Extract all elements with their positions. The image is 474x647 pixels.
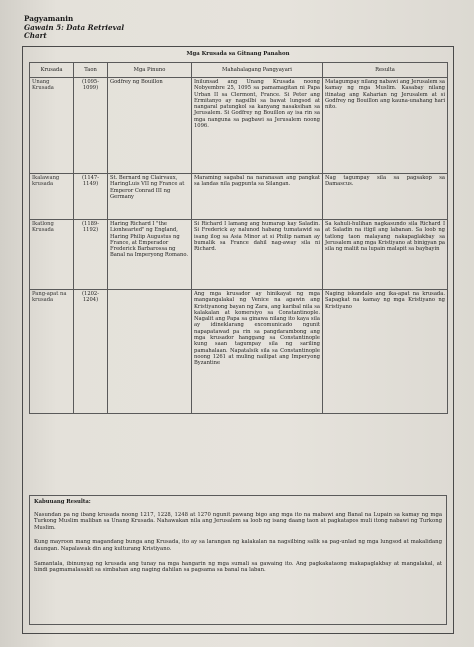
col-header-pinuno: Mga Pinuno [108, 63, 192, 78]
summary-paragraph: Samantala, ibinunyag ng krusada ang tunay na mga hangarin ng mga sumali sa gawaing ito. Ang pagkakataong makapaglakbay at mangalakal, at hindi pagmamalasakit sa simbahan ang naging dahilan sa pagsama sa banal na laban. [34, 560, 442, 574]
summary-paragraph: Kung mayroon mang magandang bunga ang Krusada, ito ay sa larangan ng kalakalan na nagsilbing salik sa pag-unlad ng mga lungsod at makalidang daungan. Napalawak din ang kulturang Kristiyano. [34, 539, 442, 552]
cell-pangyayari: Maraming sagabal na naranasan ang pangkat sa landas nila pagpunta sa Silangan. [192, 174, 323, 220]
activity-title: Gawain 5: Data Retrieval [24, 22, 125, 32]
cell-pinuno: Godfrey ng Bouillon [108, 78, 192, 174]
activity-title-cont: Chart [24, 31, 47, 41]
table-row [30, 78, 448, 174]
cell-taon: (1202-1204) [74, 290, 108, 414]
cell-krusada: Unang Krusada [30, 78, 74, 174]
chart-title: Mga Krusada sa Gitnang Panahon [186, 51, 290, 57]
cell-resulta: Naging iskandalo ang ika-apat na krusada. Sapagkat na kamay ng mga Kristiyano ng Kristiyano [323, 290, 448, 414]
col-header-krusada: Krusada [30, 63, 74, 78]
cell-krusada: Ikalawang krusada [30, 174, 74, 220]
cell-taon: (1147-1149) [74, 174, 108, 220]
activity-header [24, 15, 124, 41]
retrieval-chart-frame [22, 46, 454, 634]
crusades-table [29, 62, 448, 414]
cell-pangyayari: Si Richard I lamang ang humarap kay Saladin. Si Frederick ay nalunod habang tumatawid sa isang ilog sa Asia Minor at si Philip naman ay bumalik sa France dahil nag-away sila ni Richard. [192, 220, 323, 290]
cell-pangyayari: Inilunsad ang Unang Krusada noong Nobyembre 25, 1095 sa pamamagitan ni Papa Urban II sa Clermont, France. Si Peter ang Ermitanyo ay nagsilbi sa bawat lungsod at nangaral patungkol sa kanyang nasaksihan sa Jerusalem. Si Godfrey ng Bouillon ay isa rin sa mga nanguna sa pagbawi sa Jerusalem noong 1096. [192, 78, 323, 174]
table-row [30, 174, 448, 220]
summary-box [29, 495, 447, 625]
summary-label: Kabuuang Resulta: [34, 499, 91, 505]
table-header-row [30, 63, 448, 78]
cell-pinuno: St. Bernard ng Clairvaux, HaringLuis VII ng France at Emperor Conrad III ng Germany [108, 174, 192, 220]
col-header-taon: Taon [74, 63, 108, 78]
cell-resulta: Nag tagumpay sila sa pagsakop sa Damascus. [323, 174, 448, 220]
col-header-resulta: Resulta [323, 63, 448, 78]
col-header-pangyayari: Mahahalagang Pangyayari [192, 63, 323, 78]
section-label: Pagyamanin [24, 14, 74, 23]
cell-resulta: Matagumpay nilang nabawi ang Jerusalem sa kamay ng mga Muslim. Kasabay nilang itinatag ang Kaharian ng Jerusalem at si Godfrey ng Bouillon ang kauna-unahang hari nito. [323, 78, 448, 174]
cell-pangyayari: Ang mga krusador ay hinikayat ng mga mangangalakal ng Venice na agawin ang Kristiyanong bayan ng Zara, ang karibal nila sa kalakalan at komersiyo sa Constantinople. Nagalit ang Papa sa ginawa nilang ito kaya sila ay idineklarang excomunicado ngunit napapatawad pa rin sa pangdarambong ang mga krusador hanggang sa Constantinople kung saan tagumpay sila ng sariling pamahalaan. Napatalsik sila sa Constantinople noong 1261 at muling nailipat ang Imperyong Byzantine [192, 290, 323, 414]
cell-taon: (1189-1192) [74, 220, 108, 290]
table-row [30, 220, 448, 290]
cell-pinuno: Haring Richard I "the Lionhearted" ng England, Haring Philip Augustus ng France, at Emperador Frederick Barbarossa ng Banal na Imperyong Romano. [108, 220, 192, 290]
cell-taon: (1095-1099) [74, 78, 108, 174]
summary-paragraph: Nasundan pa ng ibang krusada noong 1217, 1228, 1248 at 1270 ngunit pawang bigo ang mga ito na mabawi ang Banal na Lupain sa kamay ng mga Turkong Muslim maliban sa Unang Krusada. Nahawakan nila ang Jerusalem sa loob ng isang daang taon at pagkatapos muli itong nabawi ng Turkong Muslim. [34, 511, 442, 531]
table-row [30, 290, 448, 414]
cell-resulta: Sa kahuli-hulihan nagkasundo sila Richard I at Saladin na itigil ang labanan. Sa loob ng tatlong taon malayang nakapaglakbay sa Jerusalem ang mga Kristiyano at binigyan pa sila ng maliit na lupain malapit sa baybayin [323, 220, 448, 290]
cell-krusada: Ikatlong Krusada [30, 220, 74, 290]
cell-pinuno [108, 290, 192, 414]
cell-krusada: Pang-apat na krusada [30, 290, 74, 414]
